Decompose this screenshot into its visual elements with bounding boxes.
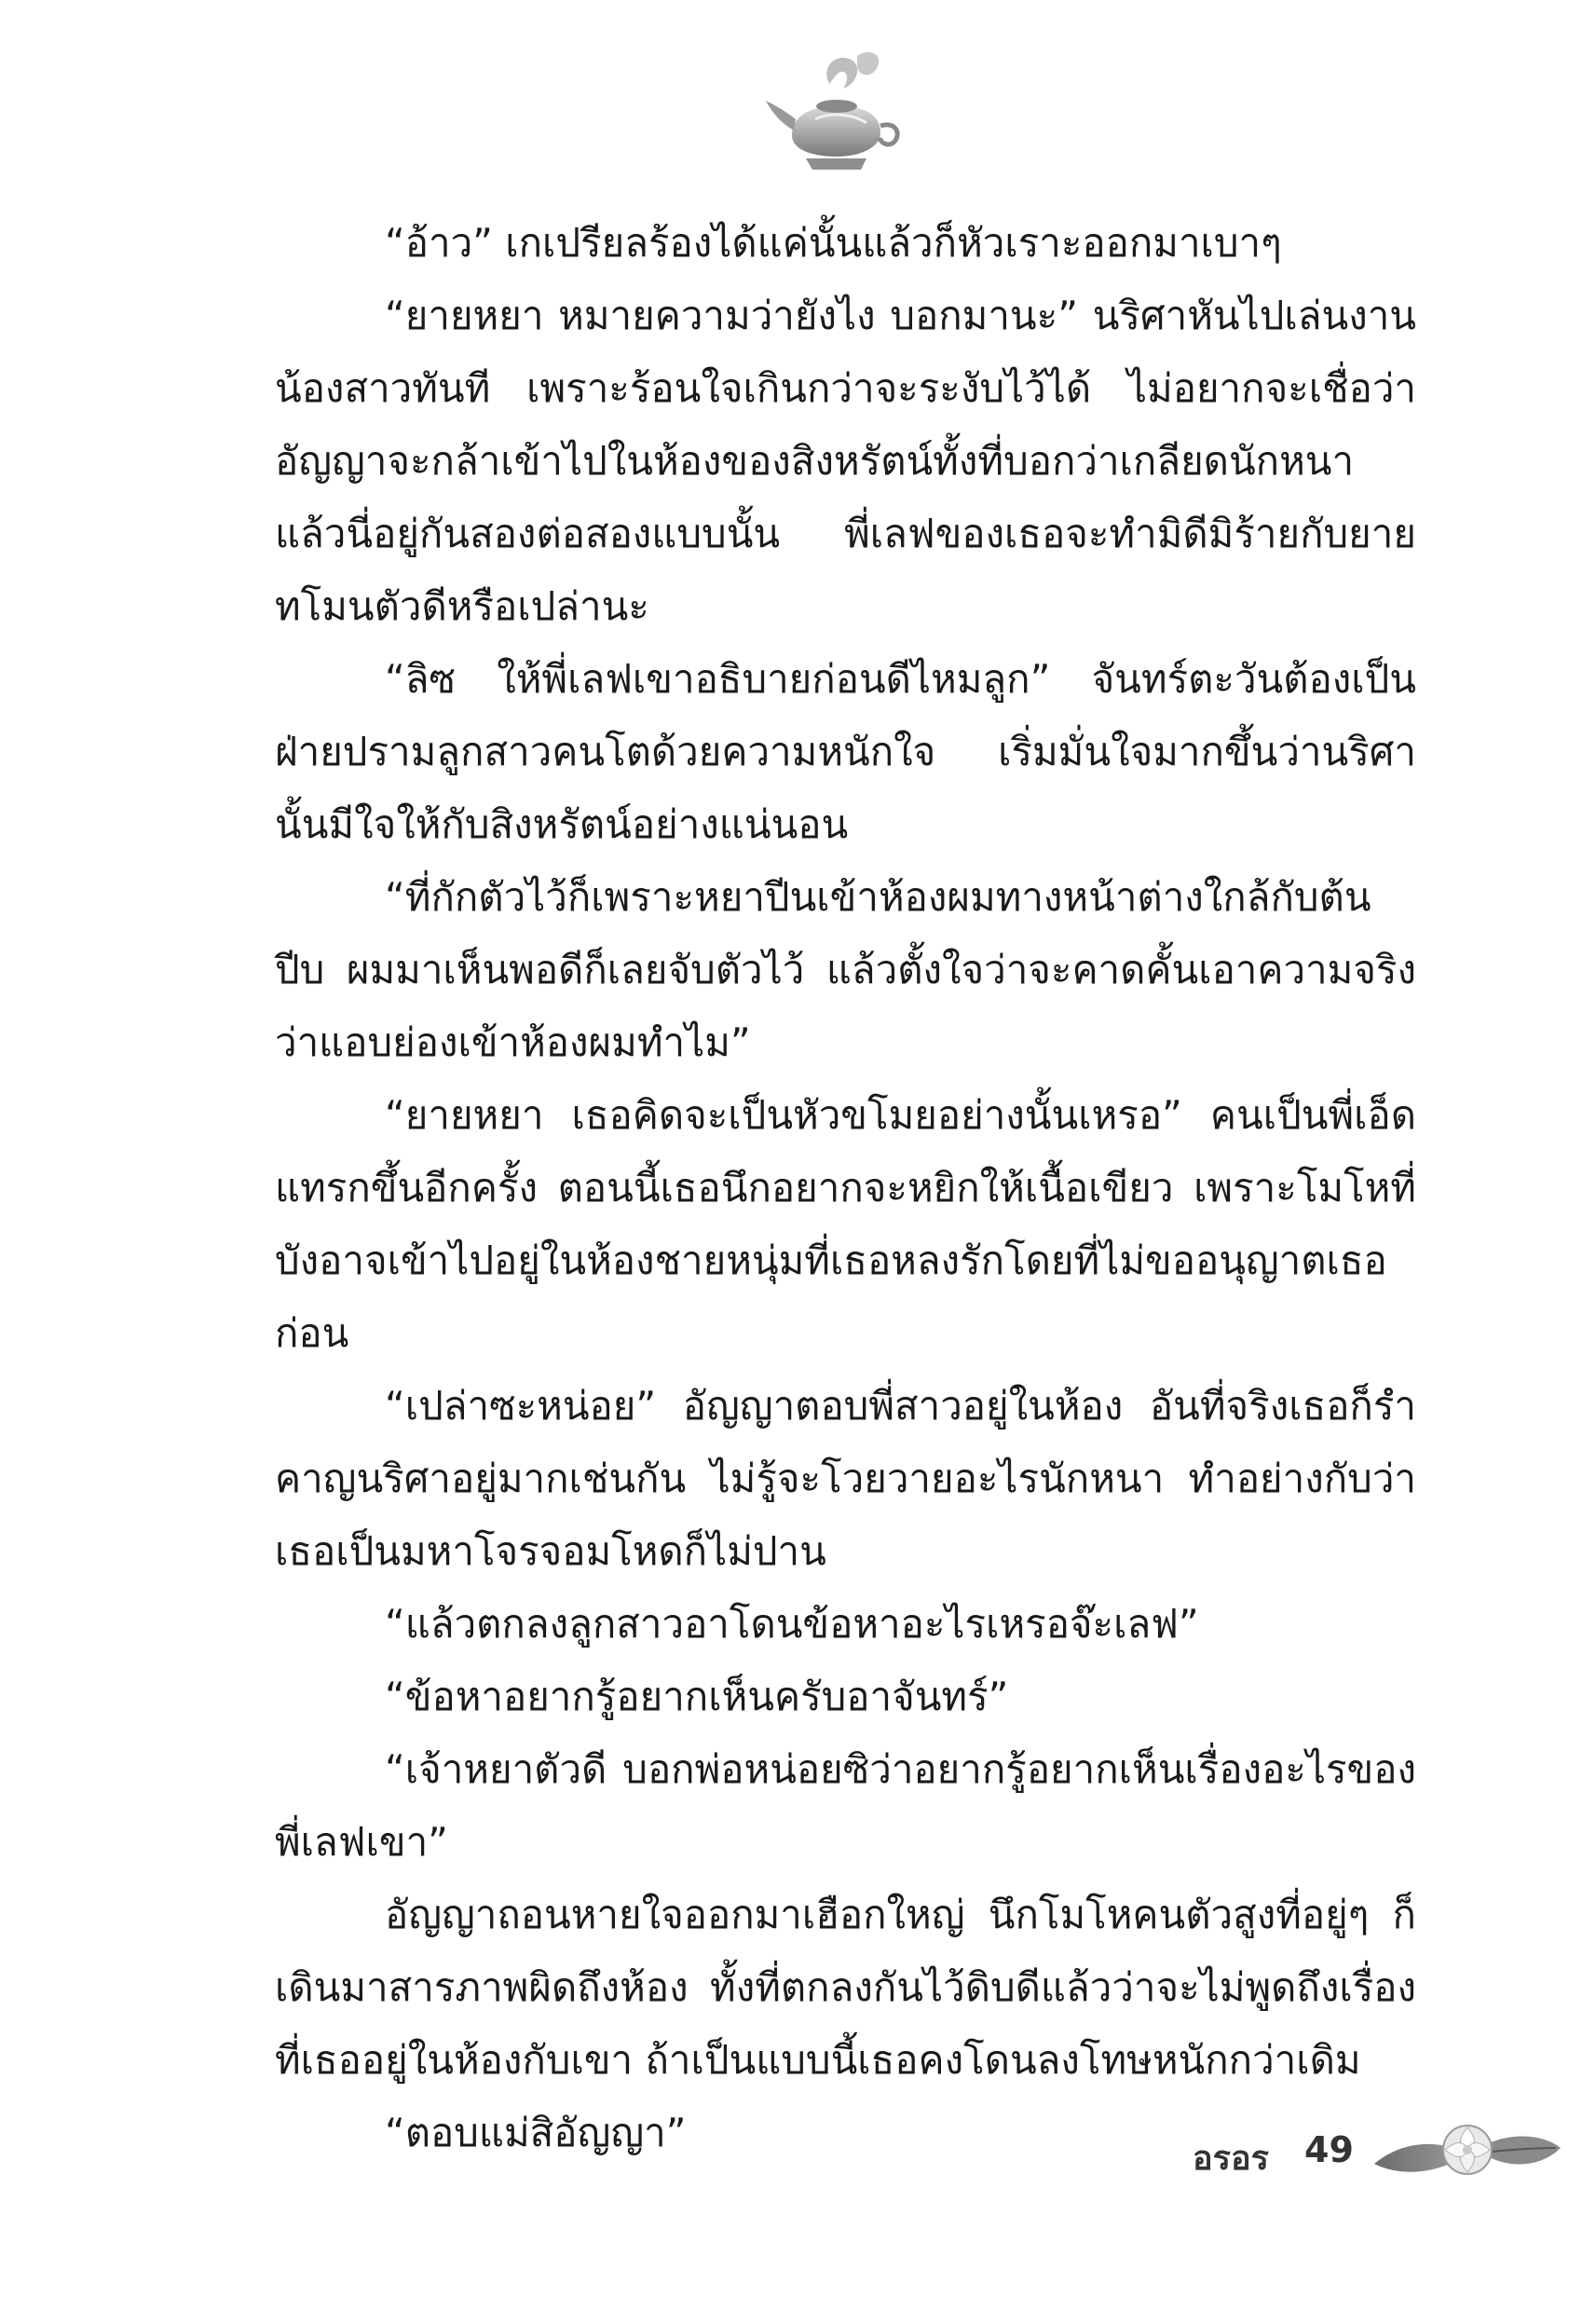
paragraph: “ข้อหาอยากรู้อยากเห็นครับอาจันทร์” — [385, 1674, 1009, 1719]
paragraph: อัญญาถอนหายใจออกมาเฮือกใหญ่ นึกโมโหคนตัวสูงที่อยู่ๆ ก็เดินมาสารภาพผิดถึงห้อง ทั้งที่ตกลงกันไว้ดิบดีแล้วว่าจะไม่พูดถึงเรื่องที่เธออยู่ในห้องกับเขา ถ้าเป็นแบบนี้เธอคงโดนลงโทษหนักกว่าเดิม — [275, 1892, 1416, 2083]
paragraph: “ลิซ ให้พี่เลฟเขาอธิบายก่อนดีไหมลูก” จันทร์ตะวันต้องเป็นฝ่ายปรามลูกสาวคนโตด้วยความหนักใจ เริ่มมั่นใจมากขึ้นว่านริศานั้นมีใจให้กับสิงหรัตน์อย่างแน่นอน — [275, 656, 1416, 847]
page-number: 49 — [1304, 2129, 1354, 2170]
body-text — [275, 207, 1416, 2169]
paragraph: “อ้าว” เกเปรียลร้องได้แค่นั้นแล้วก็หัวเราะออกมาเบาๆ — [385, 220, 1282, 266]
paragraph: “เจ้าหยาตัวดี บอกพ่อหน่อยซิว่าอยากรู้อยากเห็นเรื่องอะไรของพี่เลฟเขา” — [275, 1746, 1416, 1865]
paragraph: “เปล่าซะหน่อย” อัญญาตอบพี่สาวอยู่ในห้อง อันที่จริงเธอก็รำคาญนริศาอยู่มากเช่นกัน ไม่รู้จะโวยวายอะไรนักหนา ทำอย่างกับว่าเธอเป็นมหาโจรจอมโหดก็ไม่ปาน — [275, 1383, 1416, 1574]
lamp-ornament-icon — [764, 47, 904, 177]
paragraph: “แล้วตกลงลูกสาวอาโดนข้อหาอะไรเหรอจ๊ะเลฟ” — [385, 1601, 1199, 1647]
paragraph: “ยายหยา หมายความว่ายังไง บอกมานะ” นริศาหันไปเล่นงานน้องสาวทันที เพราะร้อนใจเกินกว่าจะระงับไว้ได้ ไม่อยากจะเชื่อว่าอัญญาจะกล้าเข้าไปในห้องของสิงหรัตน์ทั้งที่บอกว่าเกลียดนักหนาแล้วนี่อยู่กันสองต่อสองแบบนั้น พี่เลฟของเธอจะทำมิดีมิร้ายกับยายทโมนตัวดีหรือเปล่านะ — [275, 293, 1416, 629]
page-footer — [1118, 2129, 1565, 2195]
paragraph: “ตอบแม่สิอัญญา” — [385, 2110, 687, 2155]
author-name: อรอร — [1193, 2140, 1269, 2178]
paragraph: “ที่กักตัวไว้ก็เพราะหยาปีนเข้าห้องผมทางหน้าต่างใกล้กับต้นปีบ ผมมาเห็นพอดีก็เลยจับตัวไว้ แล้วตั้งใจว่าจะคาดคั้นเอาความจริงว่าแอบย่องเข้าห้องผมทำไม” — [275, 874, 1416, 1065]
flower-ornament-icon — [1374, 2113, 1561, 2196]
paragraph: “ยายหยา เธอคิดจะเป็นหัวขโมยอย่างนั้นเหรอ” คนเป็นพี่เอ็ดแทรกขึ้นอีกครั้ง ตอนนี้เธอนึกอยากจะหยิกให้เนื้อเขียว เพราะโมโหที่บังอาจเข้าไปอยู่ในห้องชายหนุ่มที่เธอหลงรักโดยที่ไม่ขออนุญาตเธอก่อน — [275, 1092, 1416, 1356]
